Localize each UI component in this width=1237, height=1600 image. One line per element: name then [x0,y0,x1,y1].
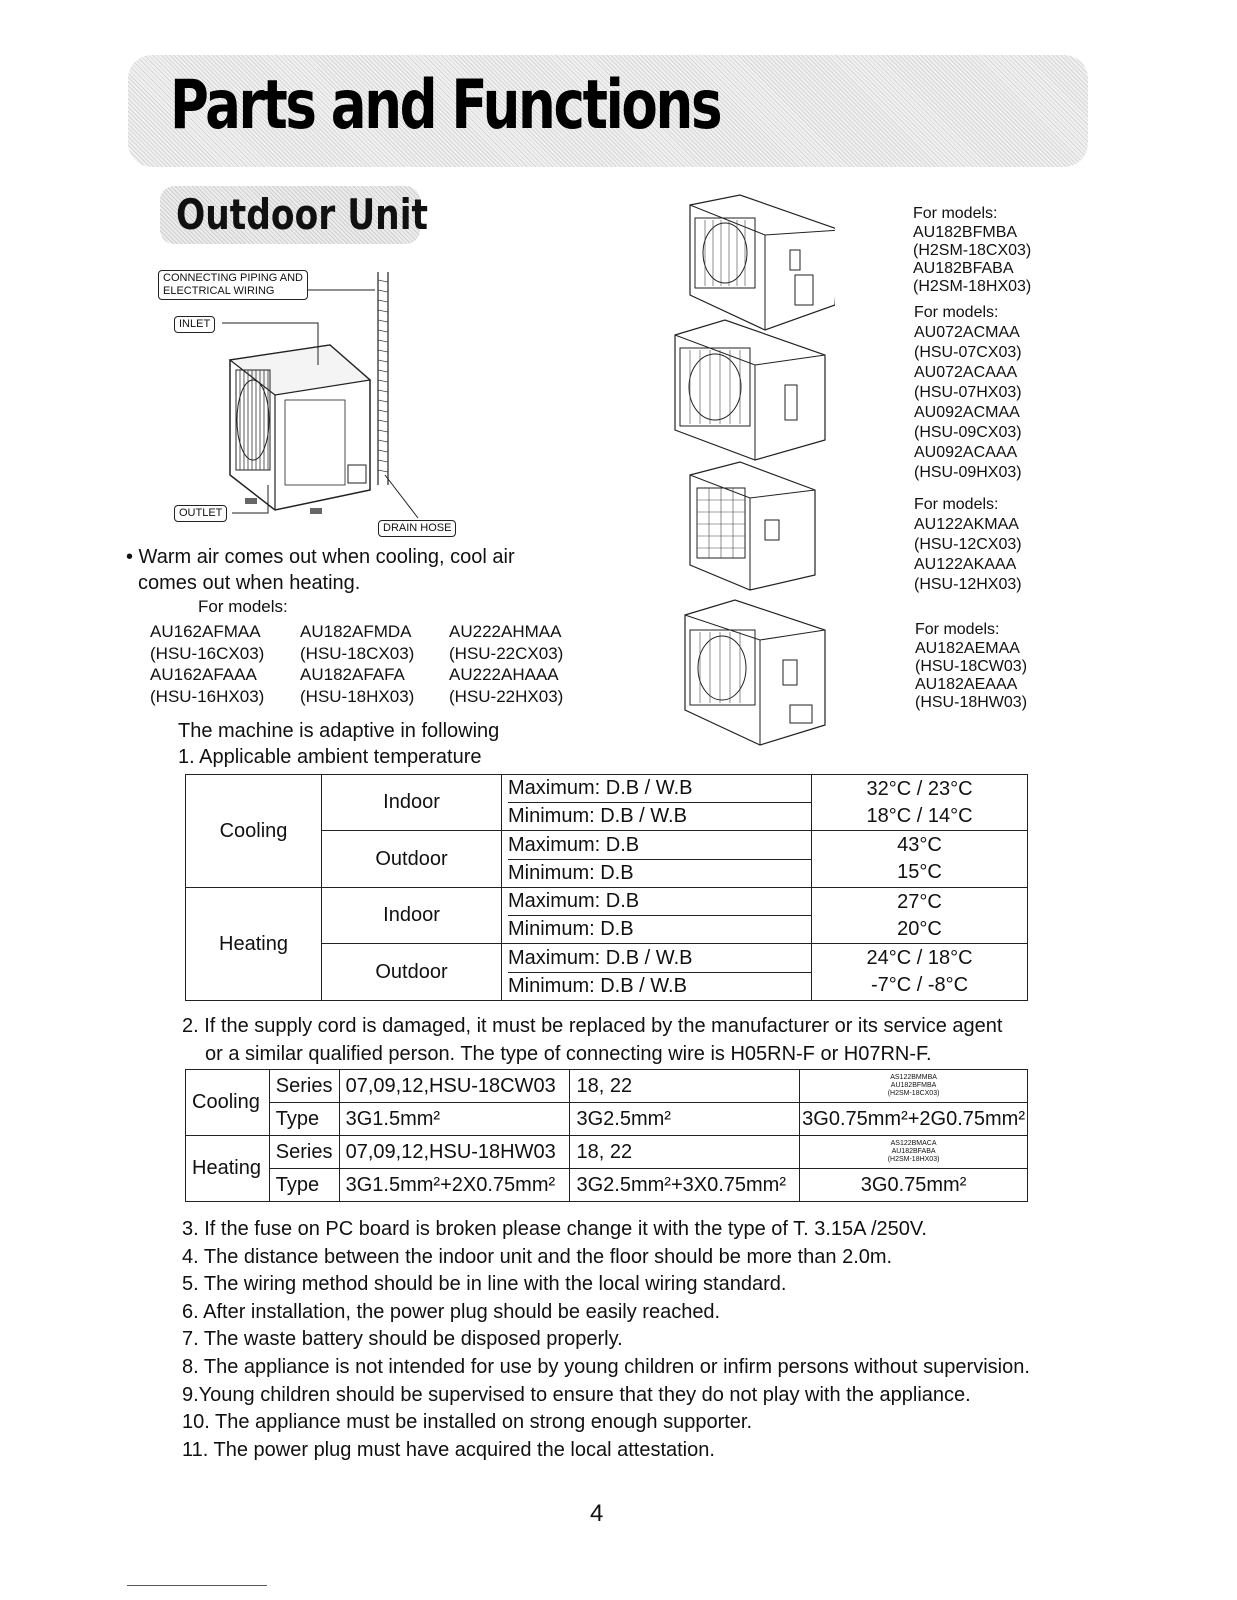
table-cell: 07,09,12,HSU-18HW03 [339,1136,570,1169]
drain-hose-label: DRAIN HOSE [378,520,456,537]
inlet-label: INLET [174,316,215,333]
right-models-group-4: For models: AU182AEMAA (HSU-18CW03) AU182AEAAA (HSU-18HW03) [915,621,1028,711]
outlet-label: OUTLET [174,505,227,522]
left-models-heading: For models: [198,597,288,616]
table-cell: 18, 22 [570,1136,800,1169]
left-models-col-1: AU162AFMAA (HSU-16CX03) AU162AFAAA (HSU-16HX03) [150,622,265,706]
model-unit-drawings [665,190,835,750]
page-title: Parts and Functions [170,66,721,145]
value-cell: 32°C / 23°C 18°C / 14°C [812,775,1028,831]
right-models-group-1: For models: AU182BFMBA (H2SM-18CX03) AU182BFABA (H2SM-18HX03) [913,205,1032,295]
table-cell: AS122BMMBA AU182BFMBA (H2SM-18CX03) [800,1070,1028,1103]
table-cell: 3G1.5mm²+2X0.75mm² [339,1169,570,1202]
table-cell: 3G2.5mm² [570,1103,800,1136]
adaptive-intro: The machine is adaptive in following [178,720,500,742]
left-models-col-2: AU182AFMDA (HSU-18CX03) AU182AFAFA (HSU-18HX03) [300,622,415,706]
ambient-temperature-table [185,774,1028,1001]
table-cell: 3G1.5mm² [339,1103,570,1136]
connecting-wire-table [185,1069,1028,1202]
adaptive-item-1: 1. Applicable ambient temperature [178,746,482,768]
mode-cell: Cooling [186,1070,270,1136]
list-item: 6. After installation, the power plug should be easily reached. [182,1300,721,1323]
notes-list [182,1216,1030,1464]
row-label-cell: Type [269,1103,339,1136]
unit-drawing-3 [690,462,815,590]
list-item: 7. The waste battery should be disposed properly. [182,1328,623,1351]
page-number: 4 [590,1500,604,1527]
value-cell: 24°C / 18°C -7°C / -8°C [812,944,1028,1001]
condition-cell: Maximum: D.B / W.B Minimum: D.B / W.B [502,944,812,1001]
table-cell: AS122BMACA AU182BFABA (H2SM-18HX03) [800,1136,1028,1169]
location-cell: Outdoor [322,831,502,888]
row-label-cell: Series [269,1136,339,1169]
unit-drawing-1 [690,195,835,330]
warm-air-note-line1: • Warm air comes out when cooling, cool air [126,546,515,568]
mode-cell: Heating [186,1136,270,1202]
table-row [186,1169,1028,1202]
row-label-cell: Type [269,1169,339,1202]
row-label-cell: Series [269,1070,339,1103]
table-row [186,1103,1028,1136]
condition-cell: Maximum: D.B Minimum: D.B [502,888,812,944]
mode-cell: Heating [186,888,322,1001]
unit-drawing-2 [675,320,825,460]
list-item: 9.Young children should be supervised to ensure that they do not play with the appliance. [182,1383,971,1406]
list-item: 5. The wiring method should be in line with the local wiring standard. [182,1273,787,1296]
value-cell: 27°C 20°C [812,888,1028,944]
table-row [186,1136,1028,1169]
supply-note-line1: 2. If the supply cord is damaged, it must be replaced by the manufacturer or its service agent [182,1015,1003,1037]
piping-label: CONNECTING PIPING AND ELECTRICAL WIRING [158,270,308,300]
list-item: 8. The appliance is not intended for use by young children or infirm persons without supervision. [182,1355,1030,1378]
location-cell: Outdoor [322,944,502,1001]
table-cell: 18, 22 [570,1070,800,1103]
table-row [186,1070,1028,1103]
table-cell: 07,09,12,HSU-18CW03 [339,1070,570,1103]
right-models-group-2: For models: AU072ACMAA (HSU-07CX03) AU072ACAAA (HSU-07HX03) AU092ACMAA (HSU-09CX03) AU092ACAAA (HSU-09HX03) [914,304,1022,481]
location-cell: Indoor [322,775,502,831]
warm-air-note-line2: comes out when heating. [138,572,361,594]
list-item: 4. The distance between the indoor unit and the floor should be more than 2.0m. [182,1245,893,1268]
list-item: 3. If the fuse on PC board is broken please change it with the type of T. 3.15A /250V. [182,1218,927,1240]
list-item: 10. The appliance must be installed on strong enough supporter. [182,1411,753,1434]
section-title: Outdoor Unit [176,190,428,239]
condition-cell: Maximum: D.B Minimum: D.B [502,831,812,888]
table-cell: 3G0.75mm²+2G0.75mm² [800,1103,1028,1136]
left-models-col-3: AU222AHMAA (HSU-22CX03) AU222AHAAA (HSU-22HX03) [449,622,564,706]
outdoor-unit-diagram [150,260,470,545]
unit-drawing-4 [685,600,825,745]
table-cell: 3G2.5mm²+3X0.75mm² [570,1169,800,1202]
table-cell: 3G0.75mm² [800,1169,1028,1202]
condition-cell: Maximum: D.B / W.B Minimum: D.B / W.B [502,775,812,831]
mode-cell: Cooling [186,775,322,888]
right-models-group-3: For models: AU122AKMAA (HSU-12CX03) AU122AKAAA (HSU-12HX03) [914,496,1022,593]
table-row [186,888,1028,944]
list-item: 11. The power plug must have acquired the local attestation. [182,1438,715,1461]
table-row [186,775,1028,831]
location-cell: Indoor [322,888,502,944]
value-cell: 43°C 15°C [812,831,1028,888]
supply-note-line2: or a similar qualified person. The type of connecting wire is H05RN-F or H07RN-F. [205,1043,932,1065]
footer-rule [127,1585,267,1586]
